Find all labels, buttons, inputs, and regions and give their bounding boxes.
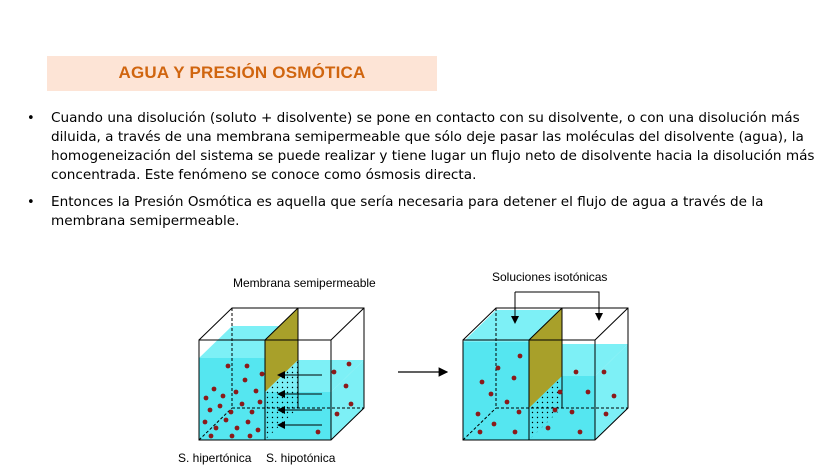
label-isotonic: Soluciones isotónicas <box>492 270 608 284</box>
bullet-text: Entonces la Presión Osmótica es aquella que sería necesaria para detener el flujo de agua a través de la membrana semipermeable. <box>51 194 764 229</box>
osmosis-box-left <box>199 308 364 440</box>
slide-title: AGUA Y PRESIÓN OSMÓTICA <box>118 63 366 82</box>
label-hypotonic: S. hipotónica <box>266 451 336 465</box>
bullet-icon: • <box>27 195 35 210</box>
bullet-text: Cuando una disolución (soluto + disolvente) se pone en contacto con su disolvente, o con una disolución más diluida, a través de una membrana semipermeable que sólo deje pasar las moléculas del disolvente (agua), la homogeneización del sistema se puede realizar y tiene lugar un flujo neto de disolvente hacia la disolución más concentrada. Este fenómeno se conoce como ósmosis directa. <box>51 110 815 183</box>
bullet-icon: • <box>27 111 35 126</box>
label-membrane: Membrana semipermeable <box>233 276 376 290</box>
label-hypertonic: S. hipertónica <box>178 451 252 465</box>
isotonic-box-right <box>463 292 628 440</box>
